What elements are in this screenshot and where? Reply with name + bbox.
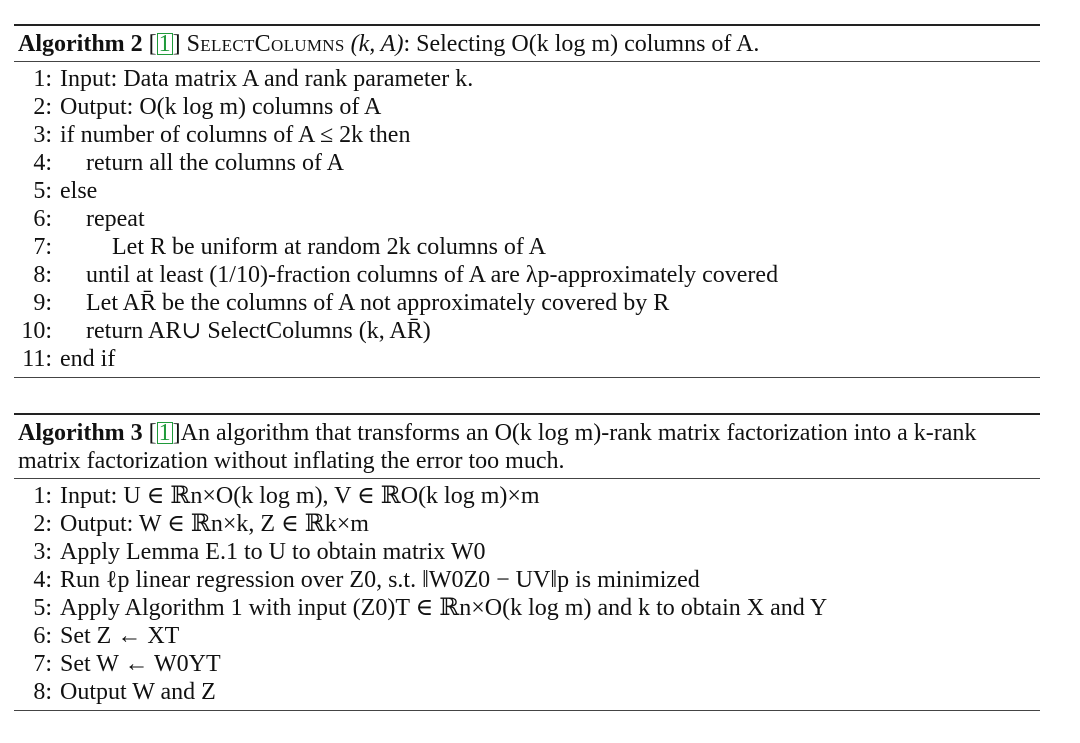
algorithm-line: [14, 510, 1040, 538]
algorithm-line: [14, 289, 1040, 317]
line-text: Output: W ∈ ℝn×k, Z ∈ ℝk×m: [60, 511, 369, 537]
algorithm-2-block: [14, 24, 1040, 378]
algorithm-line: [14, 622, 1040, 650]
line-text: Apply Lemma E.1 to U to obtain matrix W0: [60, 539, 486, 565]
algorithm-label: Algorithm 2: [18, 31, 143, 57]
algorithm-line: [14, 177, 1040, 205]
line-number: 2:: [33, 511, 52, 537]
bottom-rule: [14, 710, 1040, 711]
line-number: 5:: [33, 595, 52, 621]
procedure-name: SelectColumns: [186, 31, 345, 57]
algorithm-line: [14, 650, 1040, 678]
line-text: Let AR̄ be the columns of A not approximately covered by R: [86, 290, 670, 316]
algorithm-line: [14, 594, 1040, 622]
line-text: if number of columns of A ≤ 2k then: [60, 122, 411, 148]
line-number: 10:: [21, 318, 52, 344]
algorithm-2-caption: [14, 26, 1040, 61]
line-text: return all the columns of A: [86, 150, 344, 176]
line-number: 9:: [33, 290, 52, 316]
line-number: 8:: [33, 679, 52, 705]
line-text: Input: Data matrix A and rank parameter k.: [60, 66, 474, 92]
algorithm-2-body: [14, 62, 1040, 377]
line-text: repeat: [86, 206, 145, 232]
algorithm-line: [14, 566, 1040, 594]
line-text: Output W and Z: [60, 679, 216, 705]
algorithm-line: [14, 317, 1040, 345]
line-text: end if: [60, 346, 116, 372]
algorithm-line: [14, 233, 1040, 261]
line-number: 4:: [33, 150, 52, 176]
line-number: 3:: [33, 539, 52, 565]
algorithm-line: [14, 65, 1040, 93]
line-text: Run ℓp linear regression over Z0, s.t. ‖W0Z0 − UV‖p is minimized: [60, 567, 700, 593]
line-text: Set Z ← XT: [60, 623, 180, 649]
caption-text: An algorithm that transforms an O(k log m)-rank matrix factorization into a k-rank: [180, 420, 977, 446]
citation-open: [: [148, 31, 157, 57]
algorithm-line: [14, 149, 1040, 177]
algorithm-line: [14, 261, 1040, 289]
algorithm-line: [14, 345, 1040, 373]
algorithm-line: [14, 538, 1040, 566]
line-text: return AR∪ SelectColumns (k, AR̄): [86, 318, 431, 344]
line-number: 5:: [33, 178, 52, 204]
bottom-rule: [14, 377, 1040, 378]
algorithm-line: [14, 678, 1040, 706]
citation-close: ]: [172, 420, 181, 446]
line-number: 11:: [22, 346, 52, 372]
line-number: 7:: [33, 651, 52, 677]
line-number: 6:: [33, 206, 52, 232]
algorithm-3-caption: [14, 415, 1040, 478]
citation-open: [: [148, 420, 157, 446]
algorithm-line: [14, 93, 1040, 121]
line-text: Input: U ∈ ℝn×O(k log m), V ∈ ℝO(k log m)×m: [60, 483, 540, 509]
line-number: 7:: [33, 234, 52, 260]
line-number: 1:: [33, 66, 52, 92]
line-number: 6:: [33, 623, 52, 649]
procedure-args: (k, A): [350, 31, 404, 57]
line-text: Set W ← W0YT: [60, 651, 221, 677]
algorithm-label: Algorithm 3: [18, 420, 143, 446]
caption-text: : Selecting O(k log m) columns of A.: [403, 31, 760, 57]
line-text: Apply Algorithm 1 with input (Z0)T ∈ ℝn×O(k log m) and k to obtain X and Y: [60, 595, 828, 621]
citation-close: ]: [172, 31, 181, 57]
line-number: 4:: [33, 567, 52, 593]
line-text: until at least (1/10)-fraction columns of A are λp-approximately covered: [86, 262, 779, 288]
line-number: 3:: [33, 122, 52, 148]
line-number: 8:: [33, 262, 52, 288]
citation-link[interactable]: 1: [158, 420, 171, 446]
line-text: else: [60, 178, 98, 204]
algorithm-line: [14, 482, 1040, 510]
line-text: Let R be uniform at random 2k columns of A: [112, 234, 546, 260]
algorithm-3-body: [14, 479, 1040, 710]
line-number: 2:: [33, 94, 52, 120]
caption-text-continued: matrix factorization without inflating the error too much.: [18, 448, 565, 474]
algorithm-line: [14, 121, 1040, 149]
line-text: Output: O(k log m) columns of A: [60, 94, 382, 120]
algorithm-3-block: [14, 413, 1040, 711]
line-number: 1:: [33, 483, 52, 509]
citation-link[interactable]: 1: [158, 31, 171, 57]
algorithm-line: [14, 205, 1040, 233]
